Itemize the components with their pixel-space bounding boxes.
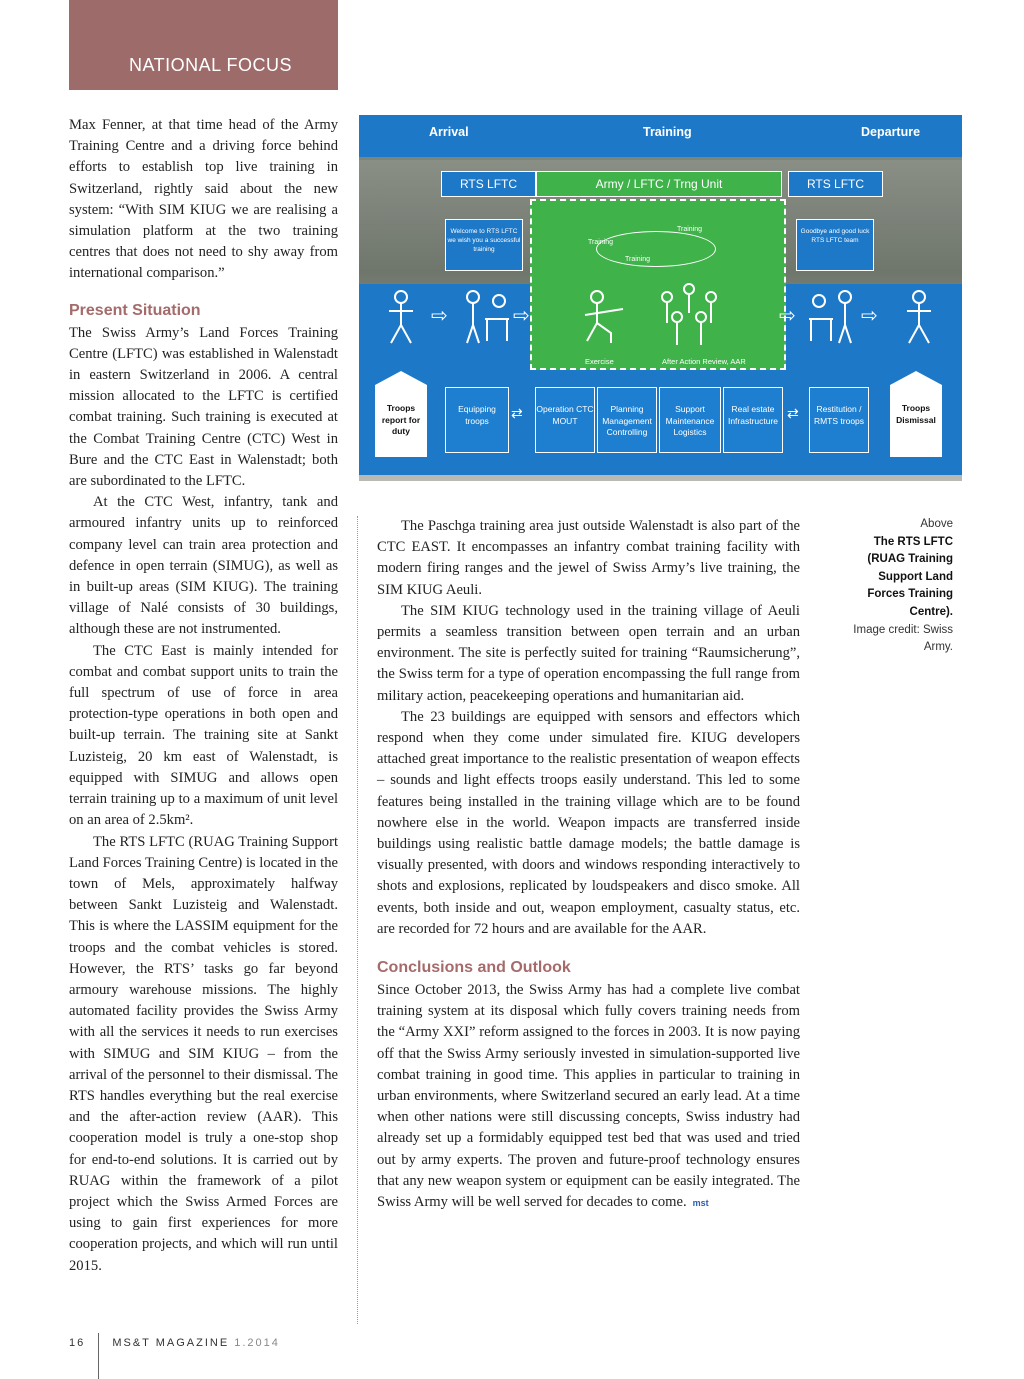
rts-lftc-left-tag: RTS LFTC	[441, 171, 536, 197]
arrow-icon: ⇨	[431, 305, 448, 327]
paragraph: The 23 buildings are equipped with sensors and effectors which respond when they come under simulated fire. KIUG developers attached great importance to the realistic presentation of weapon effects – sounds and light effects troops easily understand. This led to some features being installed in the training village which are to be found nowhere else in the world. Weapon impacts are transferred inside buildings using realistic battle damage models; the battle damage is visually presented, with doors and windows responding interactively to shots and explosions, replicated by loudspeakers and disco smoke. All events, both inside and out, weapon employment, casualty status, etc. are recorded for 72 hours and are available for the AAR.	[377, 708, 800, 937]
issue-number: 1.2014	[234, 1337, 280, 1349]
arrow-icon: ⇨	[861, 305, 878, 327]
equipping-box: Equipping troops	[445, 387, 509, 453]
paragraph: The Swiss Army’s Land Forces Training Centre (LFTC) was established in Walenstadt in eastern Switzerland in 2006. A central mission allocated to the LFTC is certified combat training. Such training is executed at the Combat Training Centre (CTC) West in Bure and the CTC East in Walenstadt; both are subordinated to the LFTC.	[69, 324, 338, 490]
support-box: Support Maintenance Logistics	[659, 387, 721, 453]
loop-label-3: Training	[625, 256, 651, 263]
phase-departure: Departure	[861, 125, 921, 139]
paragraph: At the CTC West, infantry, tank and armoured infantry units up to reinforced company level can train area protection and defence in open terrain (SIMUG), as well as in built-up areas (SIM KIUG). The training village of Nalé consists of 30 buildings, although these are not instrumented.	[69, 494, 338, 638]
aar-label: After Action Review, AAR	[662, 357, 746, 366]
planning-box: Planning Management Controlling	[597, 387, 657, 453]
desk-clerk-icon	[459, 289, 511, 345]
page-footer	[69, 1337, 280, 1349]
image-caption	[850, 516, 953, 657]
restitution-box: Restitution / RMTS troops	[809, 387, 869, 453]
arrow-icon: ⇨	[779, 305, 796, 327]
caption-credit: Image credit: Swiss Army.	[853, 623, 953, 654]
welcome-sign: Welcome to RTS LFTC we wish you a successful training	[445, 219, 523, 271]
intro-paragraph: Max Fenner, at that time head of the Army Training Centre and a driving force behind efforts to establish top live training in Switzerland, rightly said about the new system: “With SIM KIUG we are realising a simulation platform at the two training centres that does not need to shy away from international comparison.”	[69, 117, 338, 282]
army-unit-tag: Army / LFTC / Trng Unit	[536, 171, 782, 197]
paragraph	[377, 980, 800, 1214]
diagram-phase-bar	[359, 115, 962, 157]
page-number: 16	[69, 1337, 86, 1349]
paragraph: The CTC East is mainly intended for combat and combat support units to train the full spectrum of use of force in area protection-type operations in both open and built-up terrain. The training site at Sankt Luzisteig, 20 km east of Walenstadt, is equipped with SIMUG and allows open terrain training up to a maximum of unit level on an area of 2.5km².	[69, 642, 338, 829]
caption-position: Above	[920, 518, 953, 530]
arrow-icon: ⇨	[513, 305, 530, 327]
departing-soldier-icon	[899, 289, 939, 345]
magazine-name: MS&T MAGAZINE	[112, 1337, 230, 1349]
realestate-box: Real estate Infrastructure	[723, 387, 783, 453]
column-divider	[357, 516, 358, 1324]
article-column-2	[377, 516, 800, 1214]
heading-present-situation: Present Situation	[69, 301, 201, 319]
section-header	[69, 0, 338, 90]
training-loop-icon	[596, 231, 716, 267]
troops-report-house: Troops report for duty	[375, 385, 427, 457]
kneeling-soldier-icon	[581, 289, 625, 345]
paragraph: The SIM KIUG technology used in the training village of Aeuli permits a seamless transition between open terrain and an urban environment. The site is perfectly suited for training “Raumsicherung”, the Swiss term for a type of operation encompassing the full range from military action, peacekeeping operations and humanitarian aid.	[377, 602, 800, 704]
paragraph: The RTS LFTC (RUAG Training Support Land Forces Training Centre) is located in the town of Mels, approximately halfway between Sankt Luzisteig and Walenstadt. This is where the LASSIM equipment for the troops and the combat vehicles is stored. However, the RTS’ tasks go far beyond armoury warehouse missions. The highly automated facility provides the Swiss Army with all the services it needs to run exercises with SIMUG and SIM KIUG – from the arrival of the personnel to their dismissal. The RTS handles everything but the real exercise and the after-action review (AAR). This cooperation model is truly a one-stop shop for end-to-end solutions. It is carried out by RUAG within the framework of a pilot project which the Swiss Armed Forces are using to gain first experiences for more cooperation projects, and which will run until 2015.	[69, 833, 338, 1274]
group-review-icon	[649, 283, 729, 349]
exchange-icon: ⇄	[787, 405, 799, 421]
author-mark: mst	[692, 1198, 709, 1209]
training-process-diagram	[359, 115, 962, 481]
soldier-icon	[381, 289, 421, 345]
desk-clerk-icon-2	[807, 289, 859, 345]
phase-arrival: Arrival	[429, 125, 469, 139]
section-title: NATIONAL FOCUS	[129, 55, 293, 75]
closing-text: Since October 2013, the Swiss Army has had a complete live combat training system at its disposal which fully covers training needs from the “Army XXI” reform assigned to the forces in 2003. It is now paying off that the Swiss Army seriously invested in simulation-supported live combat training in good time. This applies in particular to training in urban environments, where Switzerland secured an early lead. At a time when other nations were still discussing concepts, Swiss industry had already set up a formidably equipped test bed that was used and tried out by army experts. The proven and future-proof technology ensures that any new weapon system or equipment can be easily integrated. The Swiss Army will be well served for decades to come.	[377, 982, 800, 1211]
troops-dismissal-house: Troops Dismissal	[890, 385, 942, 457]
rts-lftc-right-tag: RTS LFTC	[788, 171, 883, 197]
phase-training: Training	[643, 125, 692, 139]
caption-title: The RTS LFTC (RUAG Training Support Land Forces Training Centre).	[867, 535, 953, 618]
article-column-1	[69, 115, 338, 1277]
exercise-label: Exercise	[585, 357, 614, 366]
paragraph: The Paschga training area just outside Walenstadt is also part of the CTC EAST. It encompasses an infantry combat training facility with modern firing ranges and the jewel of Swiss Army’s live training, the SIM KIUG Aeuli.	[377, 518, 800, 598]
heading-conclusions: Conclusions and Outlook	[377, 959, 571, 977]
loop-label-2: Training	[677, 226, 703, 233]
loop-label-1: Training	[588, 239, 614, 246]
operation-box: Operation CTC MOUT	[535, 387, 595, 453]
goodbye-sign: Goodbye and good luck RTS LFTC team	[796, 219, 874, 271]
exchange-icon: ⇄	[511, 405, 523, 421]
